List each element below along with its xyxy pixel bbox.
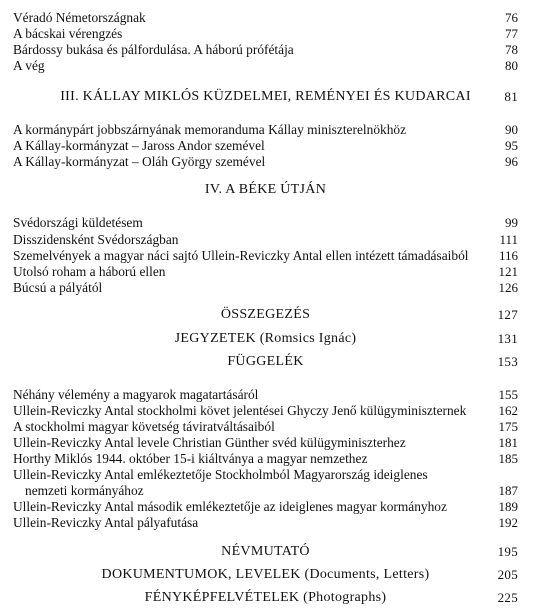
toc-entry-title: A stockholmi magyar követség táviratváltásaiból: [13, 419, 275, 434]
index-heading: [13, 543, 518, 561]
toc-entry: [13, 58, 518, 74]
chapter-heading-4: [13, 181, 518, 199]
documents-heading-page: 205: [497, 567, 518, 582]
toc-entry-title: Disszidensként Svédországban: [13, 232, 179, 247]
toc-entry-title: Ullein-Reviczky Antal levele Christian Günther svéd külügyminiszterhez: [13, 435, 406, 450]
index-heading-page: 195: [497, 544, 518, 559]
toc-entry-title: Svédországi küldetésem: [13, 215, 143, 230]
toc-entry-title: Horthy Miklós 1944. október 15-i kiáltványa a magyar nemzethez: [13, 451, 368, 466]
toc-entry-title: A kormánypárt jobbszárnyának memoranduma Kállay miniszterelnökhöz: [13, 122, 407, 137]
toc-entry: [13, 403, 518, 419]
toc-entry-page: 126: [498, 280, 518, 295]
photographs-heading-page: 225: [497, 590, 518, 605]
toc-entry-page: 121: [498, 264, 518, 279]
appendix-heading-title: FÜGGELÉK: [227, 354, 304, 369]
toc-entry: [13, 387, 518, 403]
toc-entry-page: 78: [505, 42, 518, 57]
documents-heading-title: DOKUMENTUMOK, LEVELEK (Documents, Letters): [101, 567, 430, 582]
toc-entry-page: 155: [498, 387, 518, 402]
toc-entry: [13, 10, 518, 26]
toc-entry-title: Utolsó roham a háború ellen: [13, 264, 166, 279]
chapter-heading-title: IV. A BÉKE ÚTJÁN: [204, 182, 327, 197]
toc-entry-page: 175: [498, 419, 518, 434]
documents-heading: [13, 566, 518, 584]
toc-entry: [13, 264, 518, 280]
toc-entry: [13, 515, 518, 531]
photographs-heading-title: FÉNYKÉPFELVÉTELEK (Photographs): [144, 590, 387, 605]
toc-entry-title: Bárdossy bukása és pálfordulása. A háború prófétája: [13, 42, 294, 57]
toc-entry-page: 185: [498, 451, 518, 466]
toc-entry-page: 99: [505, 215, 518, 230]
index-heading-title: NÉVMUTATÓ: [221, 544, 310, 559]
toc-entry-title: Ullein-Reviczky Antal emlékeztetője Stockholmból Magyarország ideiglenes: [13, 467, 428, 482]
toc-entry-title: nemzeti kormányához: [25, 483, 144, 498]
toc-entry: [13, 499, 518, 515]
toc-entry: [13, 248, 518, 264]
toc-entry-title: Ullein-Reviczky Antal második emlékeztetője az ideiglenes magyar kormányhoz: [13, 499, 447, 514]
toc-entry-page: 187: [498, 483, 518, 498]
toc-entry: [13, 26, 518, 42]
summary-heading-page: 127: [497, 307, 518, 322]
toc-entry-title: Szemelvények a magyar náci sajtó Ullein-Reviczky Antal ellen intézett támadásaiból: [13, 248, 469, 263]
summary-heading-title: ÖSSZEGEZÉS: [220, 307, 311, 322]
toc-entry: [13, 122, 518, 138]
toc-entry-page: 80: [505, 58, 518, 73]
toc-entry-title: A vég: [13, 58, 45, 73]
toc-entry-page: 192: [498, 515, 518, 530]
toc-entry-page: 111: [499, 232, 518, 247]
toc-entry-page: 162: [498, 403, 518, 418]
toc-entry: [13, 154, 518, 170]
toc-entry-title: Ullein-Reviczky Antal pályafutása: [13, 515, 199, 530]
toc-entry-title: A Kállay-kormányzat – Oláh György szemével: [13, 154, 266, 169]
toc-entry: [13, 451, 518, 467]
toc-entry: [13, 138, 518, 154]
toc-entry: [13, 419, 518, 435]
summary-heading: [13, 306, 518, 324]
toc-entry-page: 90: [505, 122, 518, 137]
notes-heading-title: JEGYZETEK (Romsics Ignác): [174, 331, 357, 346]
notes-heading-page: 131: [497, 331, 518, 346]
toc-entry-page: 181: [498, 435, 518, 450]
appendix-heading-page: 153: [497, 354, 518, 369]
toc-entry-title: A bácskai vérengzés: [13, 26, 123, 41]
toc-entry-title: Búcsú a pályától: [13, 280, 103, 295]
appendix-heading: [13, 353, 518, 371]
chapter-heading-3: [13, 88, 518, 106]
toc-entry: [13, 435, 518, 451]
toc-entry: [13, 483, 518, 499]
toc-entry: [13, 215, 518, 231]
toc-entry-title: Néhány vélemény a magyarok magatartásáról: [13, 387, 259, 402]
toc-entry: [13, 42, 518, 58]
toc-entry-page: 95: [505, 138, 518, 153]
toc-entry-title: Véradó Németországnak: [13, 10, 146, 25]
chapter-heading-page: 81: [504, 89, 518, 104]
toc-entry-page: 96: [505, 154, 518, 169]
toc-entry-title: A Kállay-kormányzat – Jaross Andor szemével: [13, 138, 265, 153]
toc-entry: [13, 280, 518, 296]
toc-entry: [13, 467, 518, 483]
notes-heading: [13, 330, 518, 348]
photographs-heading: [13, 589, 518, 607]
toc-entry: [13, 232, 518, 248]
toc-entry-title: Ullein-Reviczky Antal stockholmi követ jelentései Ghyczy Jenő külügyminiszternek: [13, 403, 467, 418]
toc-entry-page: 189: [498, 499, 518, 514]
toc-entry-page: 76: [505, 10, 518, 25]
toc-entry-page: 77: [505, 26, 518, 41]
chapter-heading-title: III. KÁLLAY MIKLÓS KÜZDELMEI, REMÉNYEI ÉS KUDARCAI: [60, 89, 471, 104]
toc-entry-page: 116: [498, 248, 518, 263]
